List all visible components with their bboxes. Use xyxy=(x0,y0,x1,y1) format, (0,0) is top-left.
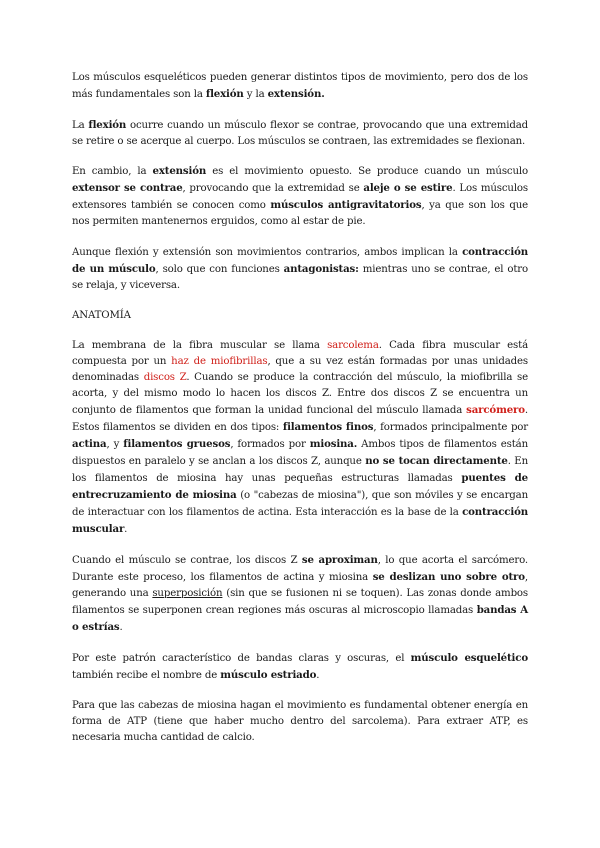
paragraph-flexion: La flexión ocurre cuando un músculo flexor se contrae, provocando que una extremidad se retire o se acerque al cuerpo. Los músculos se contraen, las extremidades se flexionan. xyxy=(72,119,528,147)
term-flexion: flexión xyxy=(205,88,244,100)
paragraph-striated: Por este patrón característico de bandas claras y oscuras, el músculo esquelético también recibe el nombre de músculo estriado. xyxy=(72,652,528,681)
paragraph-anatomy: La membrana de la fibra muscular se llama sarcolema. Cada fibra muscular está compuesta por un haz de miofibrillas, que a su vez están formadas por unas unidades denominadas discos Z. Cuando se produce la contracción del músculo, la miofibrilla se acorta, y del mismo modo lo hacen los discos Z. Entre dos discos Z se encuentra un conjunto de filamentos que forman la unidad funcional del músculo llamada sarcómero. Estos filamentos se dividen en dos tipos: filamentos finos, formados principalmente por actina, y filamentos gruesos, formados por miosina. Ambos tipos de filamentos están dispuestos en paralelo y se anclan a los discos Z, aunque no se tocan directamente. En los filamentos de miosina hay unas pequeñas estructuras llamadas puentes de entrecruzamiento de miosina (o "cabezas de miosina"), que son móviles y se encargan de interactuar con los filamentos de actina. Esta interacción es la base de la contracción muscular. xyxy=(72,340,529,535)
term-sarcomero: sarcómero xyxy=(466,404,525,416)
paragraph-extension: En cambio, la extensión es el movimiento opuesto. Se produce cuando un músculo extensor se contrae, provocando que la extremidad se aleje o se estire. Los músculos extensores también se conocen como músculos antigravitatorios, ya que son los que nos permiten mantenernos erguidos, como al estar de pie. xyxy=(72,165,528,227)
term-discos-z: discos Z xyxy=(143,372,187,383)
term-superposicion: superposición xyxy=(152,588,223,599)
paragraph-contraction: Cuando el músculo se contrae, los discos Z se aproximan, lo que acorta el sarcómero. Durante este proceso, los filamentos de actina y miosina se deslizan uno sobre otro, generando una superposición (sin que se fusionen ni se toquen). Las zonas donde ambos filamentos se superponen crean regiones más oscuras al microscopio llamadas bandas A o estrías. xyxy=(72,554,529,633)
paragraph-atp: Para que las cabezas de miosina hagan el movimiento es fundamental obtener energía en forma de ATP (tiene que haber mucho dentro del sarcolema). Para extraer ATP, es necesaria mucha cantidad de calcio. xyxy=(72,700,528,743)
term-haz-miofibrillas: haz de miofibrillas xyxy=(171,356,268,367)
paragraph-antagonists: Aunque flexión y extensión son movimientos contrarios, ambos implican la contracción de un músculo, solo que con funciones antagonistas: mientras uno se contrae, el otro se relaja, y viceversa. xyxy=(72,246,528,291)
term-extension: extensión. xyxy=(267,88,325,100)
paragraph-intro: Los músculos esqueléticos pueden generar distintos tipos de movimiento, pero dos de los más fundamentales son la flexión y la extensión. xyxy=(72,72,528,100)
section-heading: ANATOMÍA xyxy=(72,310,131,321)
term-sarcolema: sarcolema xyxy=(327,340,379,351)
